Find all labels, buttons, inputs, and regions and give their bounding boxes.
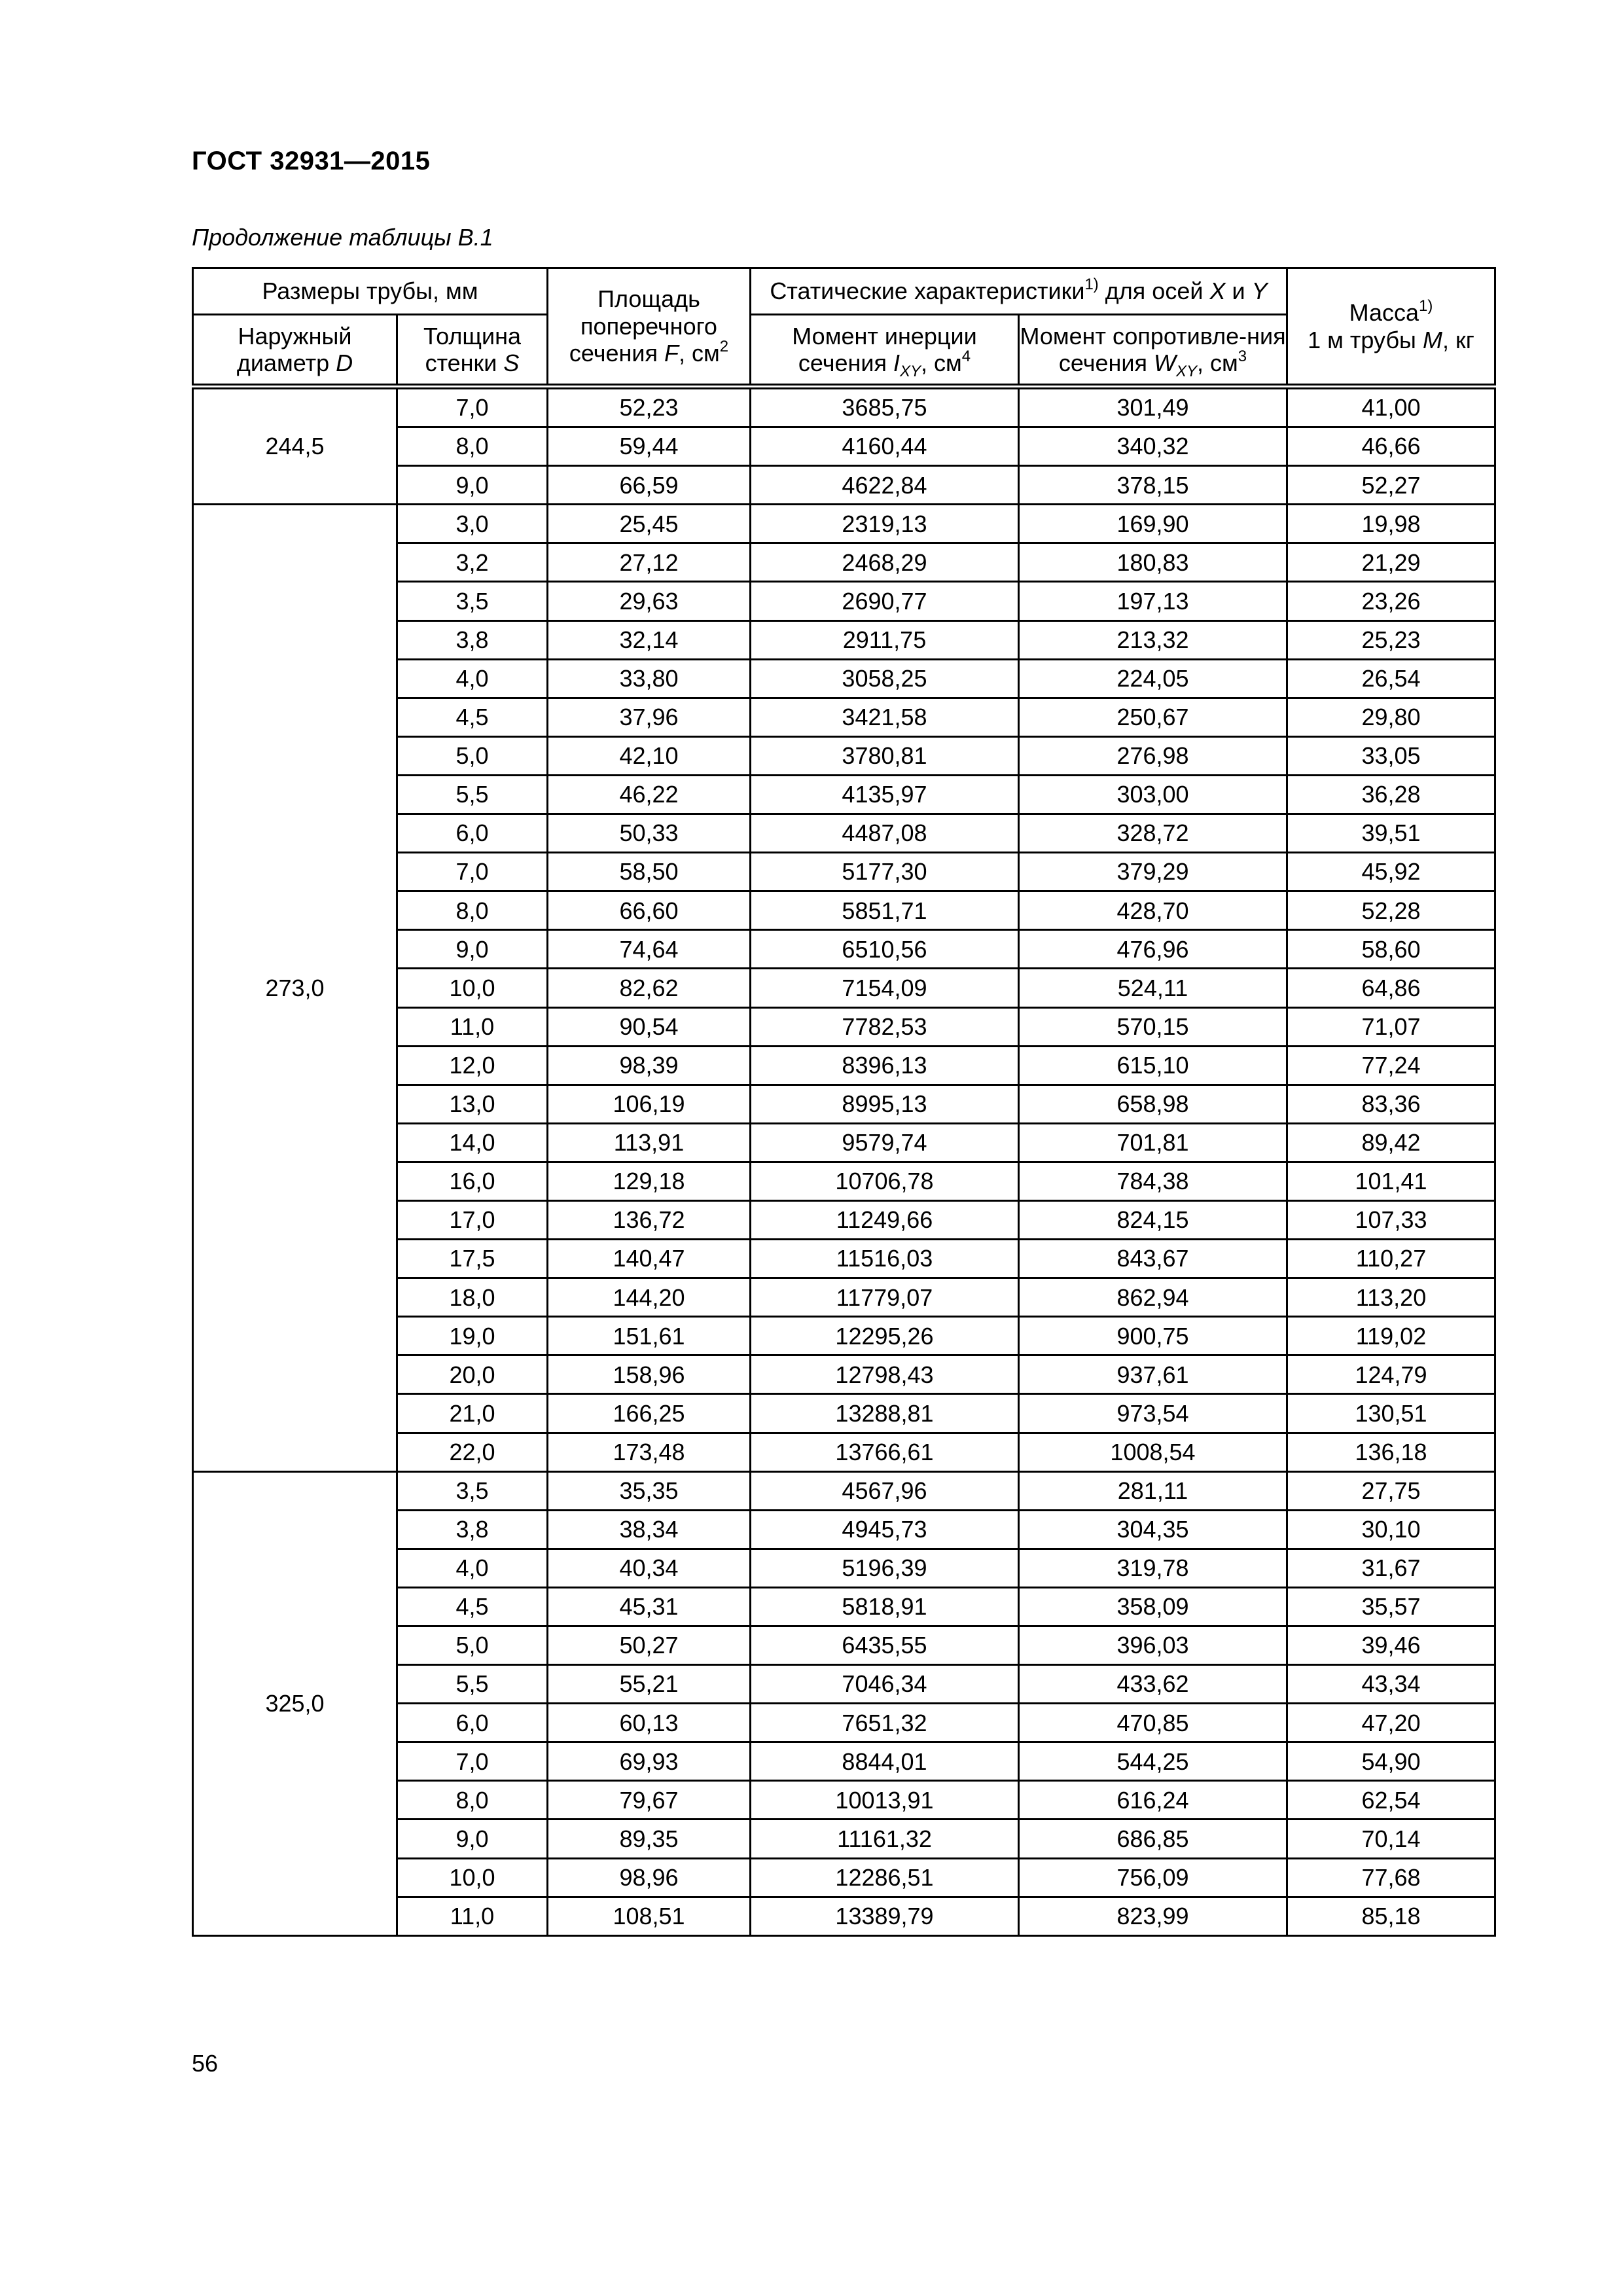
wall-thickness-cell: 5,5 xyxy=(397,775,548,814)
section-modulus-cell: 973,54 xyxy=(1019,1394,1287,1433)
wall-thickness-cell: 4,5 xyxy=(397,698,548,736)
area-cell: 98,96 xyxy=(548,1858,751,1897)
wall-thickness-cell: 7,0 xyxy=(397,1742,548,1781)
mass-cell: 23,26 xyxy=(1287,582,1495,620)
wall-thickness-cell: 22,0 xyxy=(397,1433,548,1471)
outer-diameter-cell: 325,0 xyxy=(193,1471,397,1935)
outer-diameter-cell: 273,0 xyxy=(193,505,397,1471)
mass-cell: 62,54 xyxy=(1287,1781,1495,1820)
mass-cell: 25,23 xyxy=(1287,620,1495,659)
area-cell: 144,20 xyxy=(548,1278,751,1317)
inertia-cell: 3685,75 xyxy=(751,387,1019,427)
outer-diameter-cell: 244,5 xyxy=(193,387,397,505)
wall-thickness-cell: 8,0 xyxy=(397,427,548,466)
mass-cell: 52,28 xyxy=(1287,891,1495,930)
inertia-cell: 4567,96 xyxy=(751,1471,1019,1510)
inertia-cell: 11779,07 xyxy=(751,1278,1019,1317)
inertia-cell: 6510,56 xyxy=(751,930,1019,969)
section-modulus-cell: 544,25 xyxy=(1019,1742,1287,1781)
area-cell: 59,44 xyxy=(548,427,751,466)
section-modulus-cell: 937,61 xyxy=(1019,1355,1287,1394)
inertia-cell: 11161,32 xyxy=(751,1820,1019,1858)
area-cell: 29,63 xyxy=(548,582,751,620)
area-cell: 58,50 xyxy=(548,853,751,891)
area-cell: 108,51 xyxy=(548,1897,751,1935)
section-modulus-cell: 862,94 xyxy=(1019,1278,1287,1317)
inertia-cell: 8844,01 xyxy=(751,1742,1019,1781)
wall-thickness-cell: 3,5 xyxy=(397,582,548,620)
wall-thickness-cell: 5,0 xyxy=(397,1626,548,1665)
mass-cell: 83,36 xyxy=(1287,1085,1495,1123)
wall-thickness-cell: 12,0 xyxy=(397,1046,548,1085)
area-cell: 173,48 xyxy=(548,1433,751,1471)
area-cell: 33,80 xyxy=(548,659,751,698)
inertia-cell: 13766,61 xyxy=(751,1433,1019,1471)
area-cell: 40,34 xyxy=(548,1549,751,1587)
table-body xyxy=(193,387,1495,1936)
area-cell: 35,35 xyxy=(548,1471,751,1510)
mass-cell: 45,92 xyxy=(1287,853,1495,891)
area-cell: 52,23 xyxy=(548,387,751,427)
inertia-cell: 2468,29 xyxy=(751,543,1019,582)
area-cell: 25,45 xyxy=(548,505,751,543)
wall-thickness-cell: 3,5 xyxy=(397,1471,548,1510)
header-wall-thickness: Толщина стенки S xyxy=(397,315,548,387)
section-modulus-cell: 756,09 xyxy=(1019,1858,1287,1897)
area-cell: 50,27 xyxy=(548,1626,751,1665)
area-cell: 37,96 xyxy=(548,698,751,736)
inertia-cell: 13288,81 xyxy=(751,1394,1019,1433)
section-modulus-cell: 824,15 xyxy=(1019,1200,1287,1239)
wall-thickness-cell: 9,0 xyxy=(397,1820,548,1858)
section-modulus-cell: 197,13 xyxy=(1019,582,1287,620)
wall-thickness-cell: 17,0 xyxy=(397,1200,548,1239)
section-modulus-cell: 686,85 xyxy=(1019,1820,1287,1858)
section-modulus-cell: 340,32 xyxy=(1019,427,1287,466)
section-modulus-cell: 470,85 xyxy=(1019,1704,1287,1742)
wall-thickness-cell: 9,0 xyxy=(397,466,548,505)
area-cell: 66,60 xyxy=(548,891,751,930)
section-modulus-cell: 616,24 xyxy=(1019,1781,1287,1820)
mass-cell: 31,67 xyxy=(1287,1549,1495,1587)
section-modulus-cell: 328,72 xyxy=(1019,814,1287,853)
area-cell: 136,72 xyxy=(548,1200,751,1239)
inertia-cell: 13389,79 xyxy=(751,1897,1019,1935)
area-cell: 32,14 xyxy=(548,620,751,659)
section-modulus-cell: 900,75 xyxy=(1019,1317,1287,1355)
mass-cell: 89,42 xyxy=(1287,1123,1495,1162)
area-cell: 82,62 xyxy=(548,969,751,1007)
area-cell: 106,19 xyxy=(548,1085,751,1123)
mass-cell: 113,20 xyxy=(1287,1278,1495,1317)
mass-cell: 21,29 xyxy=(1287,543,1495,582)
area-cell: 27,12 xyxy=(548,543,751,582)
mass-cell: 85,18 xyxy=(1287,1897,1495,1935)
header-outer-diameter: Наружный диаметр D xyxy=(193,315,397,387)
section-modulus-cell: 281,11 xyxy=(1019,1471,1287,1510)
mass-cell: 77,68 xyxy=(1287,1858,1495,1897)
wall-thickness-cell: 6,0 xyxy=(397,1704,548,1742)
area-cell: 166,25 xyxy=(548,1394,751,1433)
wall-thickness-cell: 4,0 xyxy=(397,659,548,698)
wall-thickness-cell: 13,0 xyxy=(397,1085,548,1123)
mass-cell: 26,54 xyxy=(1287,659,1495,698)
wall-thickness-cell: 6,0 xyxy=(397,814,548,853)
mass-cell: 101,41 xyxy=(1287,1162,1495,1200)
mass-cell: 58,60 xyxy=(1287,930,1495,969)
section-modulus-cell: 358,09 xyxy=(1019,1587,1287,1626)
area-cell: 79,67 xyxy=(548,1781,751,1820)
mass-cell: 30,10 xyxy=(1287,1510,1495,1549)
section-modulus-cell: 658,98 xyxy=(1019,1085,1287,1123)
mass-cell: 36,28 xyxy=(1287,775,1495,814)
wall-thickness-cell: 5,0 xyxy=(397,736,548,775)
mass-cell: 27,75 xyxy=(1287,1471,1495,1510)
section-modulus-cell: 169,90 xyxy=(1019,505,1287,543)
wall-thickness-cell: 10,0 xyxy=(397,1858,548,1897)
header-moment-of-inertia: Момент инерции сечения $I_{XY}$, $см^4$ xyxy=(751,315,1019,387)
mass-cell: 39,46 xyxy=(1287,1626,1495,1665)
mass-cell: 71,07 xyxy=(1287,1007,1495,1046)
wall-thickness-cell: 16,0 xyxy=(397,1162,548,1200)
inertia-cell: 7651,32 xyxy=(751,1704,1019,1742)
wall-thickness-cell: 3,8 xyxy=(397,1510,548,1549)
mass-cell: 41,00 xyxy=(1287,387,1495,427)
wall-thickness-cell: 20,0 xyxy=(397,1355,548,1394)
mass-cell: 52,27 xyxy=(1287,466,1495,505)
mass-cell: 124,79 xyxy=(1287,1355,1495,1394)
mass-cell: 107,33 xyxy=(1287,1200,1495,1239)
area-cell: 46,22 xyxy=(548,775,751,814)
area-cell: 74,64 xyxy=(548,930,751,969)
inertia-cell: 12798,43 xyxy=(751,1355,1019,1394)
header-static-characteristics: Статические характеристики$^{1)}$ для осей X и Y xyxy=(751,268,1287,315)
wall-thickness-cell: 8,0 xyxy=(397,1781,548,1820)
inertia-cell: 2319,13 xyxy=(751,505,1019,543)
wall-thickness-cell: 4,5 xyxy=(397,1587,548,1626)
inertia-cell: 2690,77 xyxy=(751,582,1019,620)
area-cell: 113,91 xyxy=(548,1123,751,1162)
table-caption: Продолжение таблицы В.1 xyxy=(192,224,493,251)
mass-cell: 64,86 xyxy=(1287,969,1495,1007)
wall-thickness-cell: 14,0 xyxy=(397,1123,548,1162)
header-mass: Масса$^{1)}$ 1 м трубы M, кг xyxy=(1287,268,1495,387)
inertia-cell: 3780,81 xyxy=(751,736,1019,775)
wall-thickness-cell: 5,5 xyxy=(397,1665,548,1704)
mass-cell: 54,90 xyxy=(1287,1742,1495,1781)
inertia-cell: 2911,75 xyxy=(751,620,1019,659)
inertia-cell: 3058,25 xyxy=(751,659,1019,698)
mass-cell: 47,20 xyxy=(1287,1704,1495,1742)
page-number: 56 xyxy=(192,2050,219,2077)
inertia-cell: 7782,53 xyxy=(751,1007,1019,1046)
mass-cell: 43,34 xyxy=(1287,1665,1495,1704)
wall-thickness-cell: 4,0 xyxy=(397,1549,548,1587)
document-standard-id: ГОСТ 32931—2015 xyxy=(192,147,431,175)
section-modulus-cell: 701,81 xyxy=(1019,1123,1287,1162)
inertia-cell: 4945,73 xyxy=(751,1510,1019,1549)
section-modulus-cell: 433,62 xyxy=(1019,1665,1287,1704)
mass-cell: 130,51 xyxy=(1287,1394,1495,1433)
section-modulus-cell: 784,38 xyxy=(1019,1162,1287,1200)
area-cell: 66,59 xyxy=(548,466,751,505)
section-modulus-cell: 428,70 xyxy=(1019,891,1287,930)
area-cell: 140,47 xyxy=(548,1240,751,1278)
area-cell: 98,39 xyxy=(548,1046,751,1085)
inertia-cell: 5818,91 xyxy=(751,1587,1019,1626)
wall-thickness-cell: 7,0 xyxy=(397,853,548,891)
inertia-cell: 6435,55 xyxy=(751,1626,1019,1665)
section-modulus-cell: 304,35 xyxy=(1019,1510,1287,1549)
inertia-cell: 12286,51 xyxy=(751,1858,1019,1897)
mass-cell: 29,80 xyxy=(1287,698,1495,736)
area-cell: 158,96 xyxy=(548,1355,751,1394)
mass-cell: 119,02 xyxy=(1287,1317,1495,1355)
inertia-cell: 8396,13 xyxy=(751,1046,1019,1085)
wall-thickness-cell: 10,0 xyxy=(397,969,548,1007)
header-area: Площадь поперечного сечения F, $см^2$ xyxy=(548,268,751,387)
area-cell: 50,33 xyxy=(548,814,751,853)
section-modulus-cell: 319,78 xyxy=(1019,1549,1287,1587)
area-cell: 42,10 xyxy=(548,736,751,775)
area-cell: 38,34 xyxy=(548,1510,751,1549)
wall-thickness-cell: 11,0 xyxy=(397,1897,548,1935)
mass-cell: 136,18 xyxy=(1287,1433,1495,1471)
section-modulus-cell: 180,83 xyxy=(1019,543,1287,582)
mass-cell: 35,57 xyxy=(1287,1587,1495,1626)
area-cell: 89,35 xyxy=(548,1820,751,1858)
area-cell: 45,31 xyxy=(548,1587,751,1626)
section-modulus-cell: 823,99 xyxy=(1019,1897,1287,1935)
section-modulus-cell: 378,15 xyxy=(1019,466,1287,505)
wall-thickness-cell: 21,0 xyxy=(397,1394,548,1433)
mass-cell: 110,27 xyxy=(1287,1240,1495,1278)
header-section-modulus: Момент сопротивле-ния сечения $W_{XY}$, $см^3$ xyxy=(1019,315,1287,387)
inertia-cell: 5851,71 xyxy=(751,891,1019,930)
section-modulus-cell: 843,67 xyxy=(1019,1240,1287,1278)
mass-cell: 33,05 xyxy=(1287,736,1495,775)
section-modulus-cell: 224,05 xyxy=(1019,659,1287,698)
inertia-cell: 8995,13 xyxy=(751,1085,1019,1123)
wall-thickness-cell: 3,0 xyxy=(397,505,548,543)
pipe-characteristics-table xyxy=(192,267,1496,1937)
area-cell: 55,21 xyxy=(548,1665,751,1704)
table-row xyxy=(193,387,1495,427)
area-cell: 60,13 xyxy=(548,1704,751,1742)
section-modulus-cell: 276,98 xyxy=(1019,736,1287,775)
wall-thickness-cell: 11,0 xyxy=(397,1007,548,1046)
area-cell: 90,54 xyxy=(548,1007,751,1046)
section-modulus-cell: 379,29 xyxy=(1019,853,1287,891)
inertia-cell: 10013,91 xyxy=(751,1781,1019,1820)
wall-thickness-cell: 3,2 xyxy=(397,543,548,582)
table-row xyxy=(193,505,1495,543)
inertia-cell: 9579,74 xyxy=(751,1123,1019,1162)
inertia-cell: 11249,66 xyxy=(751,1200,1019,1239)
wall-thickness-cell: 19,0 xyxy=(397,1317,548,1355)
inertia-cell: 4622,84 xyxy=(751,466,1019,505)
section-modulus-cell: 615,10 xyxy=(1019,1046,1287,1085)
section-modulus-cell: 250,67 xyxy=(1019,698,1287,736)
inertia-cell: 12295,26 xyxy=(751,1317,1019,1355)
table-row xyxy=(193,1471,1495,1510)
section-modulus-cell: 303,00 xyxy=(1019,775,1287,814)
inertia-cell: 5177,30 xyxy=(751,853,1019,891)
mass-cell: 77,24 xyxy=(1287,1046,1495,1085)
mass-cell: 46,66 xyxy=(1287,427,1495,466)
section-modulus-cell: 476,96 xyxy=(1019,930,1287,969)
section-modulus-cell: 301,49 xyxy=(1019,387,1287,427)
mass-cell: 19,98 xyxy=(1287,505,1495,543)
inertia-cell: 4135,97 xyxy=(751,775,1019,814)
wall-thickness-cell: 17,5 xyxy=(397,1240,548,1278)
area-cell: 69,93 xyxy=(548,1742,751,1781)
inertia-cell: 11516,03 xyxy=(751,1240,1019,1278)
mass-cell: 39,51 xyxy=(1287,814,1495,853)
area-cell: 129,18 xyxy=(548,1162,751,1200)
wall-thickness-cell: 8,0 xyxy=(397,891,548,930)
inertia-cell: 7154,09 xyxy=(751,969,1019,1007)
inertia-cell: 7046,34 xyxy=(751,1665,1019,1704)
wall-thickness-cell: 18,0 xyxy=(397,1278,548,1317)
wall-thickness-cell: 9,0 xyxy=(397,930,548,969)
section-modulus-cell: 396,03 xyxy=(1019,1626,1287,1665)
inertia-cell: 10706,78 xyxy=(751,1162,1019,1200)
inertia-cell: 3421,58 xyxy=(751,698,1019,736)
area-cell: 151,61 xyxy=(548,1317,751,1355)
header-pipe-sizes: Размеры трубы, мм xyxy=(193,268,548,315)
section-modulus-cell: 570,15 xyxy=(1019,1007,1287,1046)
wall-thickness-cell: 7,0 xyxy=(397,387,548,427)
wall-thickness-cell: 3,8 xyxy=(397,620,548,659)
section-modulus-cell: 213,32 xyxy=(1019,620,1287,659)
section-modulus-cell: 524,11 xyxy=(1019,969,1287,1007)
mass-cell: 70,14 xyxy=(1287,1820,1495,1858)
inertia-cell: 4160,44 xyxy=(751,427,1019,466)
inertia-cell: 4487,08 xyxy=(751,814,1019,853)
section-modulus-cell: 1008,54 xyxy=(1019,1433,1287,1471)
inertia-cell: 5196,39 xyxy=(751,1549,1019,1587)
